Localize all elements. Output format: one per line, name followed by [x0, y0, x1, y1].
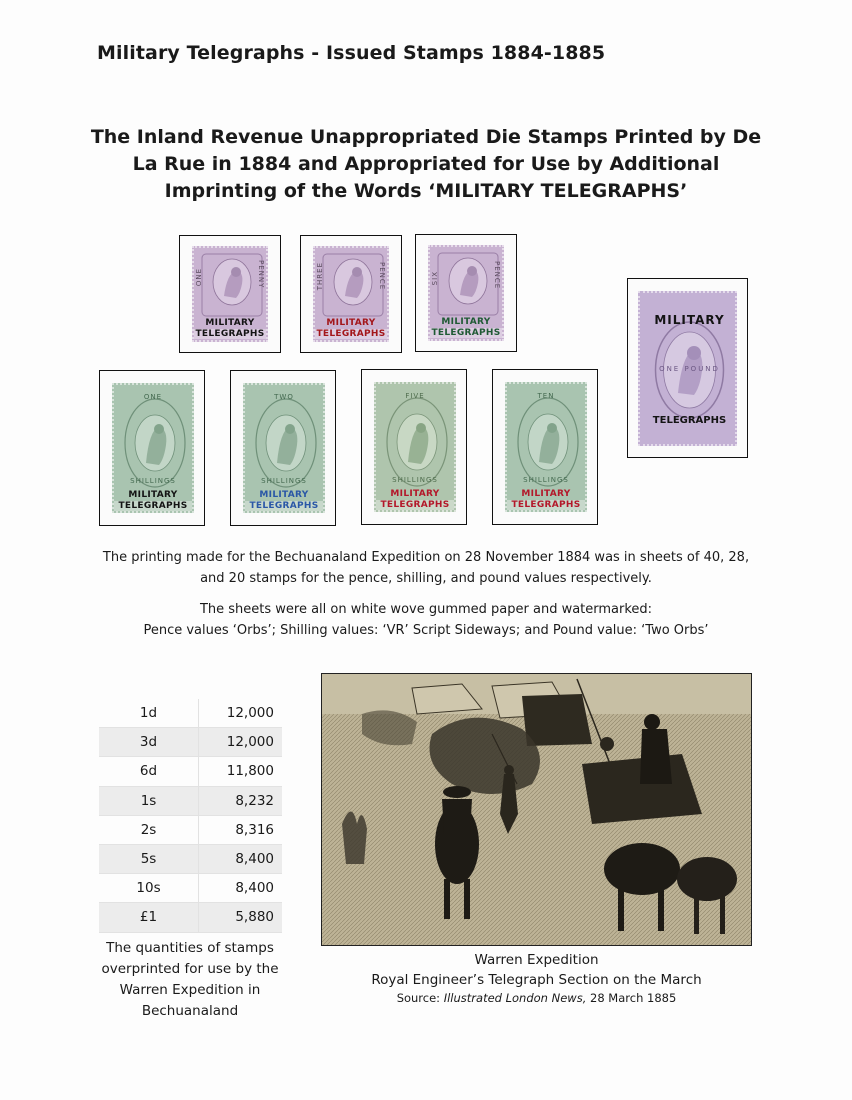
paper-description-line1: The sheets were all on white wove gummed paper and watermarked: [199, 602, 653, 617]
overprint-military: MILITARY [521, 489, 571, 499]
overprint-military: MILITARY [259, 490, 309, 500]
stamp-value-bottom: SHILLINGS [523, 476, 569, 484]
table-row [99, 815, 282, 844]
illustration-caption [321, 950, 752, 990]
stamp-mount-one-shilling [99, 370, 205, 526]
stamp-value-top: TEN [537, 392, 555, 400]
overprint-military-curved: MILITARY [654, 313, 725, 327]
stamp-ten-shillings [505, 382, 587, 512]
stamp-value-left: ONE [195, 268, 203, 287]
stamp-mount-one-penny [179, 235, 281, 353]
paper-description-line2: Pence values ‘Orbs’; Shilling values: ‘VR’ Script Sideways; and Pound value: ‘Two Orbs’ [143, 623, 709, 638]
stamp-mount-ten-shillings [492, 369, 598, 525]
main-heading: The Inland Revenue Unappropriated Die Stamps Printed by De La Rue in 1884 and Appropriated for Use by Additional Imprinting of the Words ‘MILITARY TELEGRAPHS’ [90, 126, 762, 202]
quantity-cell: 8,316 [199, 815, 283, 844]
overprint-telegraphs: TELEGRAPHS [316, 329, 386, 339]
printing-description: The printing made for the Bechuanaland Expedition on 28 November 1884 was in sheets of 40, 28, and 20 stamps for the pence, shilling, and pound values respectively. [102, 550, 750, 586]
denomination-cell: 5s [99, 844, 199, 873]
stamp-value-top: FIVE [405, 392, 425, 400]
quantity-cell: 12,000 [199, 728, 283, 757]
stamp-value-bottom: SHILLINGS [261, 477, 307, 485]
illustration-title: Warren Expedition [474, 952, 599, 968]
overprint-telegraphs: TELEGRAPHS [114, 501, 192, 511]
quantity-cell: 8,400 [199, 874, 283, 903]
quantity-table [99, 699, 282, 933]
illustration-subtitle: Royal Engineer’s Telegraph Section on the March [371, 972, 702, 988]
overprint-telegraphs: TELEGRAPHS [195, 329, 265, 339]
table-row [99, 874, 282, 903]
stamp-two-shillings [243, 383, 325, 513]
quantity-cell: 11,800 [199, 757, 283, 786]
stamp-value-right: PENCE [378, 262, 386, 291]
overprint-military: MILITARY [441, 317, 491, 327]
stamp-value-left: SIX [431, 271, 439, 286]
quantity-caption: The quantities of stamps overprinted for use by the Warren Expedition in Bechuanaland [101, 940, 279, 1019]
overprint-telegraphs: TELEGRAPHS [431, 328, 501, 338]
warren-expedition-illustration [321, 673, 752, 946]
table-row [99, 728, 282, 757]
stamp-value-right: PENNY [257, 260, 265, 289]
stamp-mount-six-pence [415, 234, 517, 352]
stamp-mount-two-shillings [230, 370, 336, 526]
overprint-military: MILITARY [205, 318, 255, 328]
stamp-value-top: ONE [143, 393, 163, 401]
table-row [99, 786, 282, 815]
overprint-telegraphs: TELEGRAPHS [376, 500, 454, 510]
stamp-value-right: PENCE [493, 261, 501, 290]
stamp-one-shilling [112, 383, 194, 513]
stamp-six-pence [428, 245, 504, 341]
denomination-cell: 1s [99, 786, 199, 815]
stamp-value-bottom: SHILLINGS [392, 476, 438, 484]
table-row [99, 844, 282, 873]
overprint-telegraphs: TELEGRAPHS [507, 500, 585, 510]
stamp-value-bottom: SHILLINGS [130, 477, 176, 485]
stamp-value-top: TWO [274, 393, 294, 401]
expedition-engraving-icon [322, 674, 752, 946]
stamp-mount-one-pound [627, 278, 748, 458]
stamp-three-pence [313, 246, 389, 342]
quantity-cell: 5,880 [199, 903, 283, 932]
source-publication: Illustrated London News, [443, 991, 587, 1005]
page-title: Military Telegraphs - Issued Stamps 1884-1885 [97, 42, 606, 64]
denomination-cell: 10s [99, 874, 199, 903]
stamp-mount-five-shillings [361, 369, 467, 525]
denomination-cell: 6d [99, 757, 199, 786]
denomination-cell: 1d [99, 699, 199, 728]
table-row [99, 903, 282, 932]
stamp-value-pound: ONE POUND [659, 365, 720, 373]
stamp-value-left: THREE [316, 262, 324, 291]
denomination-cell: 3d [99, 728, 199, 757]
table-row [99, 757, 282, 786]
stamp-one-penny [192, 246, 268, 342]
stamp-one-pound [638, 291, 737, 446]
source-date: 28 March 1885 [586, 991, 677, 1005]
denomination-cell: £1 [99, 903, 199, 932]
quantity-cell: 8,400 [199, 844, 283, 873]
overprint-telegraphs: TELEGRAPHS [245, 501, 323, 511]
stamp-mount-three-pence [300, 235, 402, 353]
overprint-military: MILITARY [390, 489, 440, 499]
quantity-cell: 8,232 [199, 786, 283, 815]
overprint-telegraphs-curved: TELEGRAPHS [652, 415, 727, 426]
table-row [99, 699, 282, 728]
illustration-source [321, 991, 752, 1005]
stamp-five-shillings [374, 382, 456, 512]
source-label: Source: [396, 991, 444, 1005]
overprint-military: MILITARY [128, 490, 178, 500]
quantity-cell: 12,000 [199, 699, 283, 728]
denomination-cell: 2s [99, 815, 199, 844]
overprint-military: MILITARY [326, 318, 376, 328]
